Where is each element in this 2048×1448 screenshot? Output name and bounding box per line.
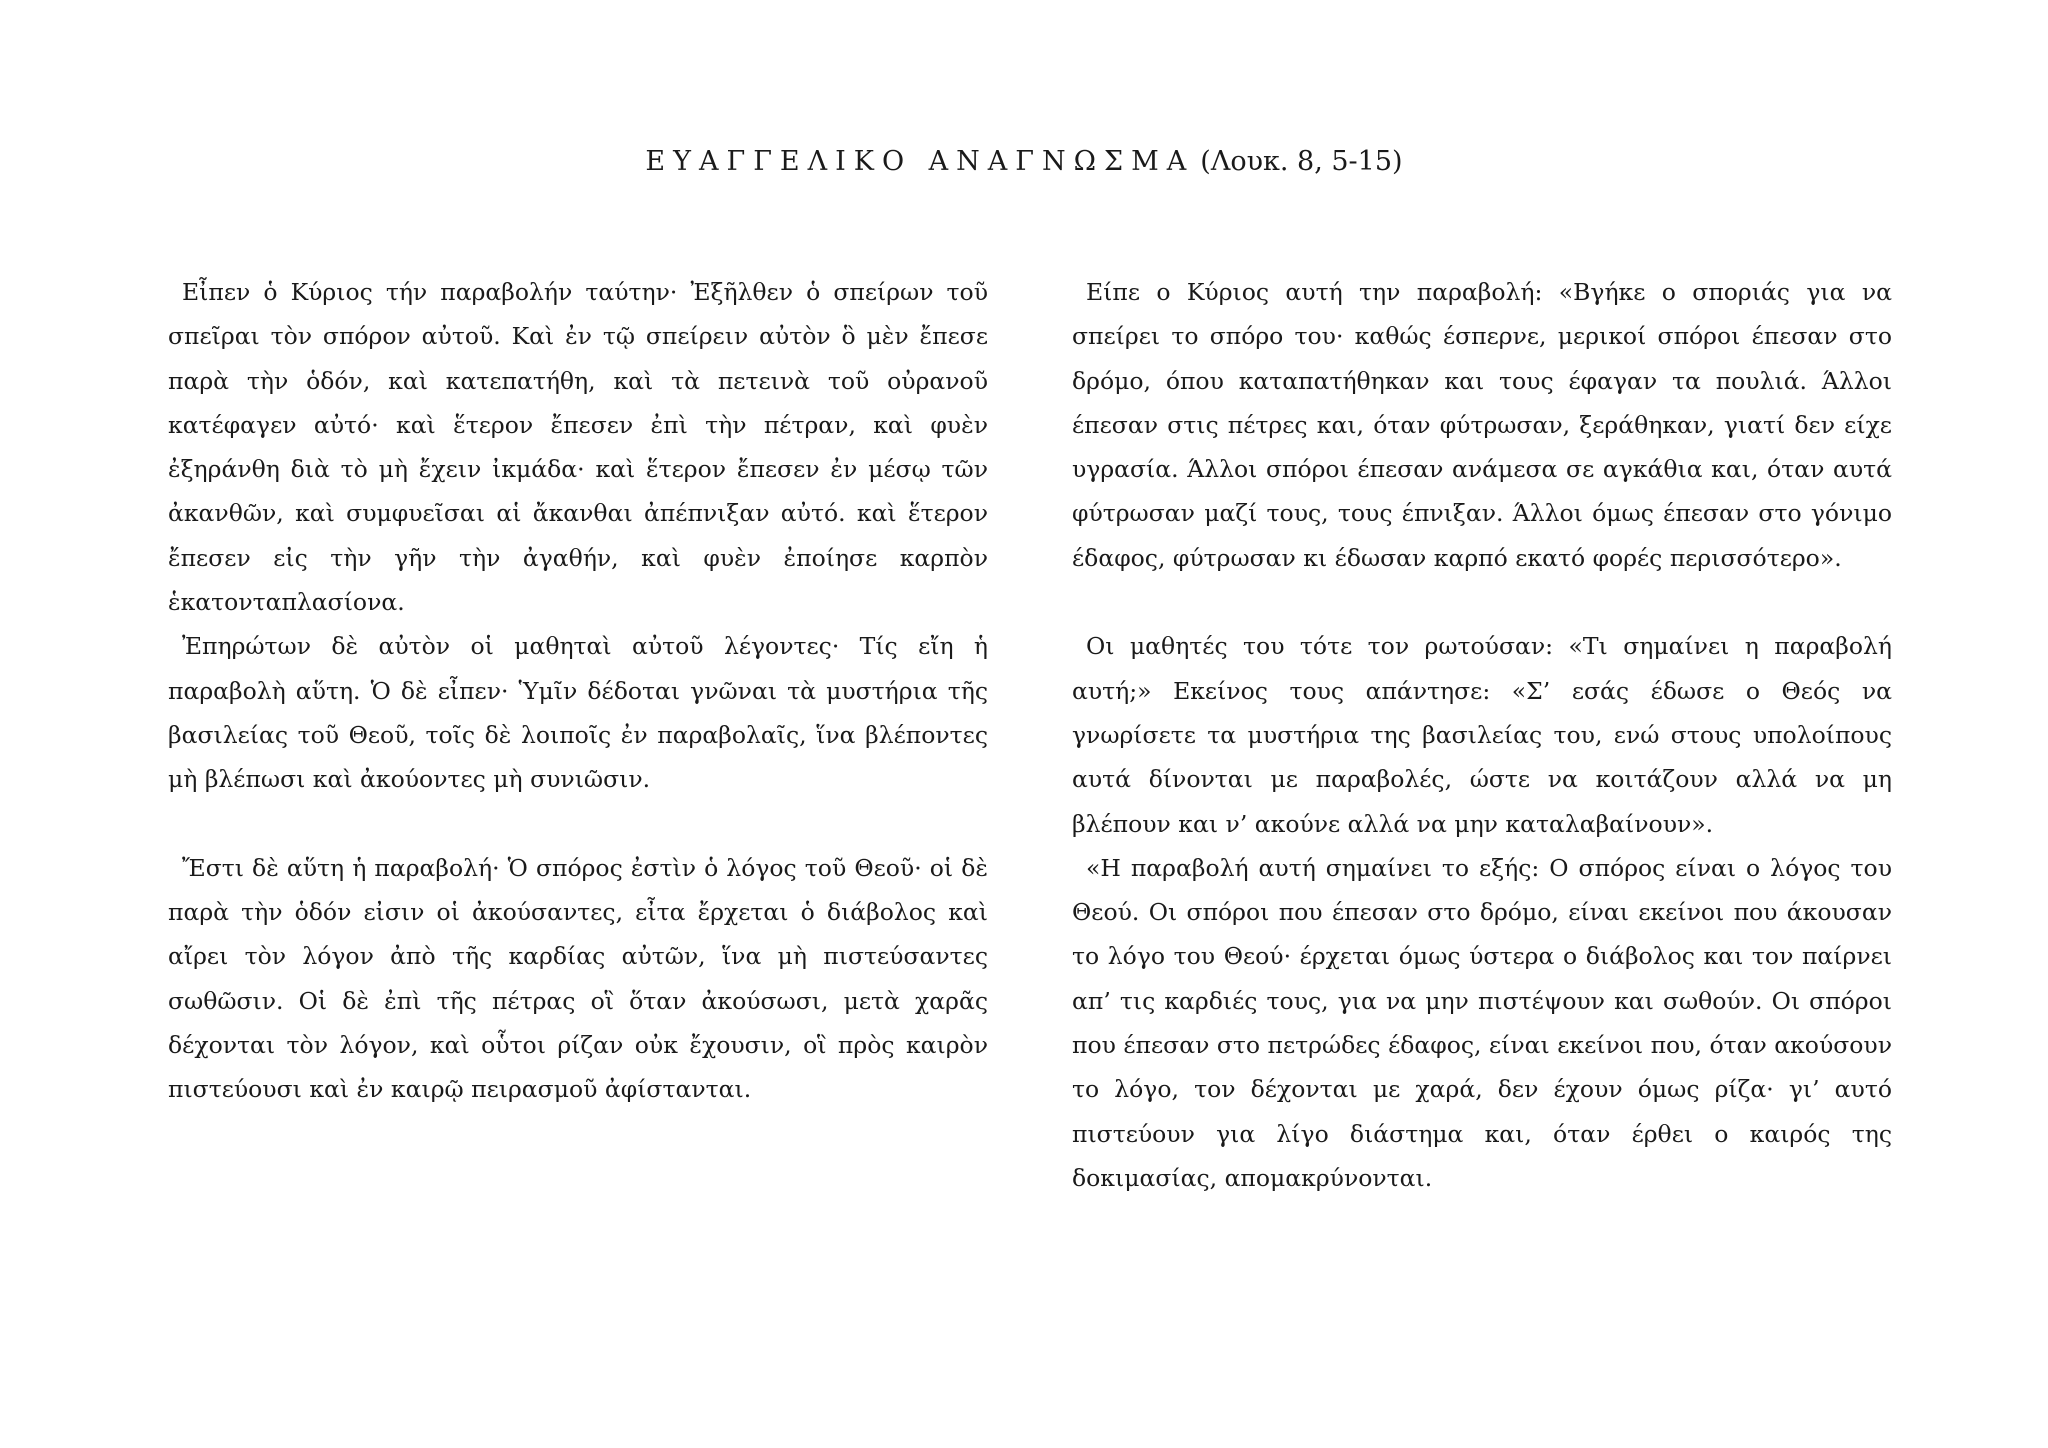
paragraph-spacer <box>168 802 988 846</box>
original-paragraph-2: Ἐπηρώτων δὲ αὐτὸν οἱ μαθηταὶ αὐτοῦ λέγοντες· Τίς εἴη ἡ παραβολὴ αὕτη. Ὁ δὲ εἶπεν· Ὑμῖν δέδοται γνῶναι τὰ μυστήρια τῆς βασιλείας τοῦ Θεοῦ, τοῖς δὲ λοιποῖς ἐν παραβολαῖς, ἵνα βλέποντες μὴ βλέπωσι καὶ ἀκούοντες μὴ συνιῶσιν. <box>168 632 988 794</box>
original-paragraph-3: Ἔστι δὲ αὕτη ἡ παραβολή· Ὁ σπόρος ἐστὶν ὁ λόγος τοῦ Θεοῦ· οἱ δὲ παρὰ τὴν ὁδόν εἰσιν οἱ ἀκούσαντες, εἶτα ἔρχεται ὁ διάβολος καὶ αἴρει τὸν λόγον ἀπὸ τῆς καρδίας αὐτῶν, ἵνα μὴ πιστεύσαντες σωθῶσιν. Οἱ δὲ ἐπὶ τῆς πέτρας οἳ ὅταν ἀκούσωσι, μετὰ χαρᾶς δέχονται τὸν λόγον, καὶ οὗτοι ρίζαν οὐκ ἔχουσιν, οἳ πρὸς καιρὸν πιστεύουσι καὶ ἐν καιρῷ πειρασμοῦ ἀφίστανται. <box>168 853 988 1104</box>
original-text-column <box>168 270 988 1112</box>
translation-paragraph-1: Είπε ο Κύριος αυτή την παραβολή: «Βγήκε ο σποριάς για να σπείρει το σπόρο του· καθώς έσπερνε, μερικοί σπόροι έπεσαν στο δρόμο, όπου καταπατήθηκαν και τους έφαγαν τα πουλιά. Άλλοι έπεσαν στις πέτρες και, όταν φύτρωσαν, ξεράθηκαν, γιατί δεν είχε υγρασία. Άλλοι σπόροι έπεσαν ανάμεσα σε αγκάθια και, όταν αυτά φύτρωσαν μαζί τους, τους έπνιξαν. Άλλοι όμως έπεσαν στο γόνιμο έδαφος, φύτρωσαν κι έδωσαν καρπό εκατό φορές περισσότερο». <box>1072 278 1892 572</box>
original-paragraph-1: Εἶπεν ὁ Κύριος τήν παραβολήν ταύτην· Ἐξῆλθεν ὁ σπείρων τοῦ σπεῖραι τὸν σπόρον αὐτοῦ. Καὶ ἐν τῷ σπείρειν αὐτὸν ὃ μὲν ἔπεσε παρὰ τὴν ὁδόν, καὶ κατεπατήθη, καὶ τὰ πετεινὰ τοῦ οὐρανοῦ κατέφαγεν αὐτό· καὶ ἕτερον ἔπεσεν ἐπὶ τὴν πέτραν, καὶ φυὲν ἐξηράνθη διὰ τὸ μὴ ἔχειν ἰκμάδα· καὶ ἕτερον ἔπεσεν ἐν μέσῳ τῶν ἀκανθῶν, καὶ συμφυεῖσαι αἱ ἄκανθαι ἀπέπνιξαν αὐτό. καὶ ἕτερον ἔπεσεν εἰς τὴν γῆν τὴν ἀγαθήν, καὶ φυὲν ἐποίησε καρπὸν ἑκατονταπλασίονα. <box>168 278 988 617</box>
paragraph-spacer <box>1072 580 1892 624</box>
title-text: ΕΥΑΓΓΕΛΙΚΟ ΑΝΑΓΝΩΣΜΑ <box>645 146 1195 177</box>
scripture-reference: (Λουκ. 8, 5-15) <box>1200 146 1403 177</box>
translation-column <box>1072 270 1892 1200</box>
page-title <box>0 142 2048 182</box>
translation-paragraph-3: «Η παραβολή αυτή σημαίνει το εξής: Ο σπόρος είναι ο λόγος του Θεού. Οι σπόροι που έπεσαν στο δρόμο, είναι εκείνοι που άκουσαν το λόγο του Θεού· έρχεται όμως ύστερα ο διάβολος και τον παίρνει απ’ τις καρδιές τους, για να μην πιστέψουν και σωθούν. Οι σπόροι που έπεσαν στο πετρώδες έδαφος, είναι εκείνοι που, όταν ακούσουν το λόγο, τον δέχονται με χαρά, δεν έχουν όμως ρίζα· γι’ αυτό πιστεύουν για λίγο διάστημα και, όταν έρθει ο καιρός της δοκιμασίας, απομακρύνονται. <box>1072 853 1892 1192</box>
translation-paragraph-2: Οι μαθητές του τότε τον ρωτούσαν: «Τι σημαίνει η παραβολή αυτή;» Εκείνος τους απάντησε: «Σ’ εσάς έδωσε ο Θεός να γνωρίσετε τα μυστήρια της βασιλείας του, ενώ στους υπολοίπους αυτά δίνονται με παραβολές, ώστε να κοιτάζουν αλλά να μη βλέπουν και ν’ ακούνε αλλά να μην καταλαβαίνουν». <box>1072 632 1892 838</box>
